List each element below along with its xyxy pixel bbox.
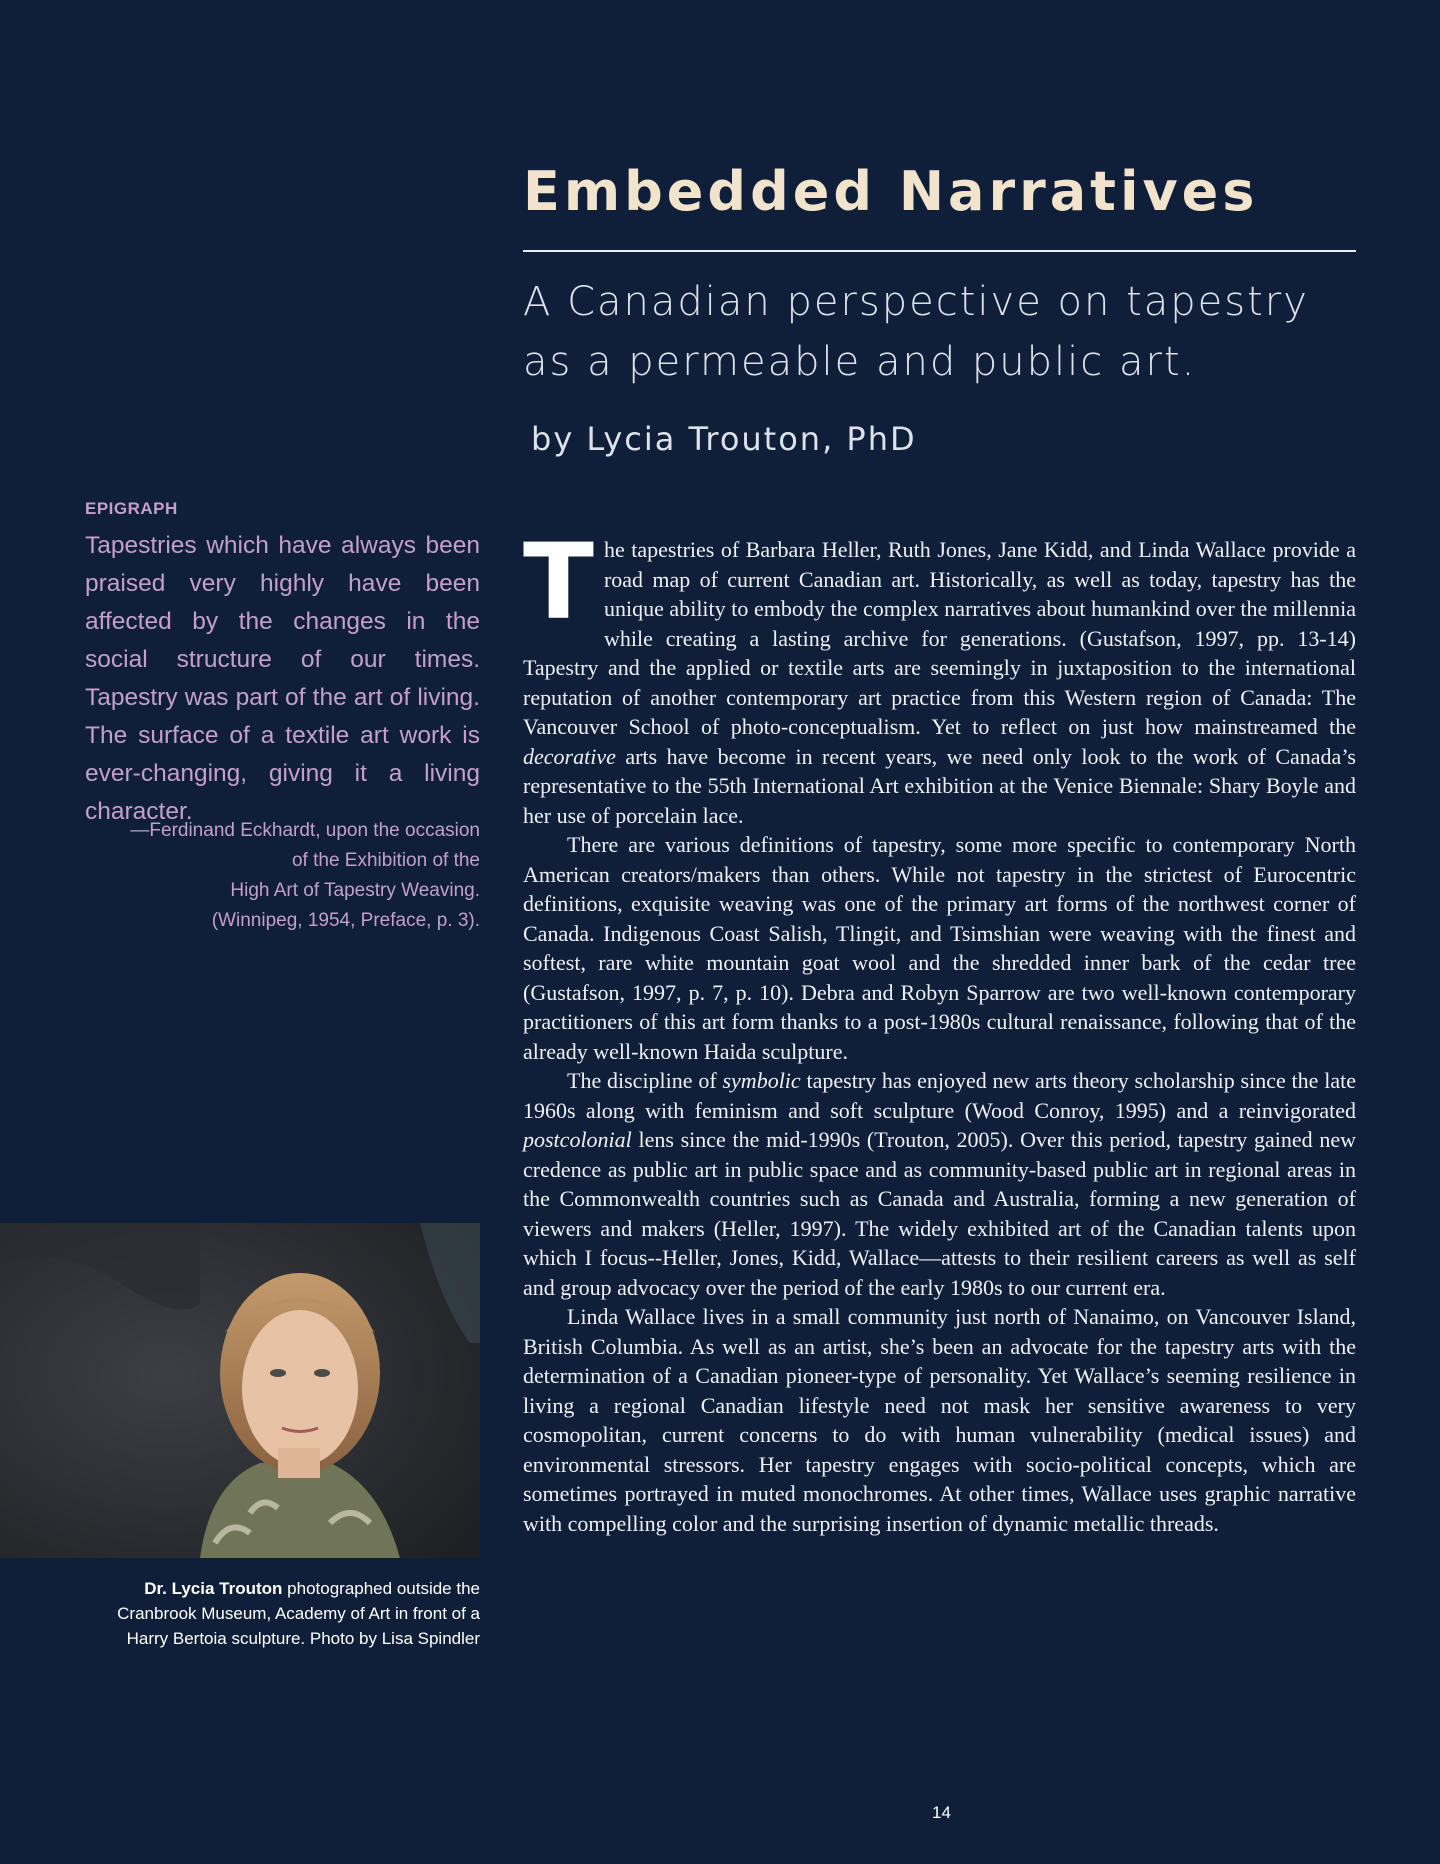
page-number: 14 — [932, 1803, 951, 1822]
subtitle-line: A Canadian perspective on tapestry — [523, 279, 1309, 325]
attribution-line: High Art of Tapestry Weaving. — [230, 880, 480, 901]
drop-cap: T — [523, 521, 594, 643]
epigraph-quote: Tapestries which have always been praised very highly have been affected by the changes in the social structure of our times. Tapestry was part of the art of living. The surface of a textile art work is ever-changing, giving it a living character. — [85, 532, 480, 825]
body-paragraph: Linda Wallace lives in a small community just north of Nanaimo, on Vancouver Island, British Columbia. As well as an artist, she’s been an advocate for the tapestry arts with the determination of a Canadian pioneer-type of personality. Yet Wallace’s seeming resilience in living a regional Canadian lifestyle need not mask her sensitive awareness to very cosmopolitan, current concerns to do with human vulnerability (medical issues) and environmental stressors. Her tapestry engages with socio-political concepts, which are sometimes portrayed in muted monochromes. At other times, Wallace uses graphic narrative with compelling color and the surprising insertion of dynamic metallic threads. — [523, 1304, 1356, 1536]
emphasis-text: postcolonial — [523, 1127, 632, 1152]
article-subtitle — [523, 272, 1309, 392]
body-paragraph: There are various definitions of tapestry, some more specific to contemporary North American creators/makers than others. While not tapestry in the strictest of Eurocentric definitions, exquisite weaving was one of the primary art forms of the northwest corner of Canada. Indigenous Coast Salish, Tlingit, and Tsimshian were weaving with the finest and softest, rare white mountain goat wool and the shredded inner bark of the cedar tree (Gustafson, 1997, p. 7, p. 10). Debra and Robyn Sparrow are two well-known contemporary practitioners of this art form thanks to a post-1980s cultural renaissance, following that of the already well-known Haida sculpture. — [523, 832, 1356, 1064]
attribution-line: (Winnipeg, 1954, Preface, p. 3). — [211, 910, 480, 931]
article-body — [523, 521, 1356, 1538]
body-paragraph — [523, 521, 1356, 830]
emphasis-text: symbolic — [722, 1068, 801, 1093]
caption-line: Harry Bertoia sculpture. Photo by Lisa Spindler — [126, 1629, 480, 1648]
caption-line: Cranbrook Museum, Academy of Art in front of a — [117, 1604, 480, 1623]
body-paragraph — [523, 1066, 1356, 1302]
epigraph-label: EPIGRAPH — [85, 499, 178, 518]
subtitle-line: as a permeable and public art. — [523, 339, 1197, 385]
article-title: Embedded Narratives — [523, 160, 1259, 223]
author-byline: by Lycia Trouton, PhD — [531, 420, 917, 458]
photo-caption — [60, 1576, 480, 1651]
paragraph-text: tapestry has enjoyed new arts theory scholarship since the late 1960s along with feminism and soft sculpture (Wood Conroy, 1995) and a reinvigorated — [523, 1068, 1356, 1123]
title-divider — [523, 250, 1356, 252]
epigraph-attribution — [60, 816, 480, 936]
author-photo — [0, 1223, 480, 1558]
paragraph-text: lens since the mid-1990s (Trouton, 2005). Over this period, tapestry gained new credence as public art in public space and as community-based public art in regional areas in the Commonwealth countries such as Canada and Australia, forming a new generation of viewers and makers (Heller, 1997). The widely exhibited art of the Canadian talents upon which I focus--Heller, Jones, Kidd, Wallace—attests to their resilient careers as well as self and group advocacy over the period of the early 1980s to our current era. — [523, 1127, 1356, 1300]
paragraph-text: The discipline of — [567, 1068, 723, 1093]
caption-name: Dr. Lycia Trouton — [144, 1579, 283, 1598]
paragraph-text: arts have become in recent years, we need only look to the work of Canada’s representative to the 55th International Art exhibition at the Venice Biennale: Shary Boyle and her use of porcelain lace. — [523, 743, 1356, 828]
caption-text: photographed outside the — [282, 1579, 480, 1598]
attribution-line: —Ferdinand Eckhardt, upon the occasion — [130, 820, 480, 841]
caption-line — [60, 1576, 480, 1601]
emphasis-text: decorative — [523, 743, 616, 769]
attribution-line: of the Exhibition of the — [291, 850, 480, 871]
paragraph-text: he tapestries of Barbara Heller, Ruth Jones, Jane Kidd, and Linda Wallace provide a road map of current Canadian art. Historically, as well as today, tapestry has the unique ability to embody the complex narratives about humankind over the millennia while creating a lasting archive for generations. (Gustafson, 1997, pp. 13-14) Tapestry and the applied or textile arts are seemingly in juxtaposition to the international reputation of another contemporary art practice from this Western region of Canada: The Vancouver School of photo-conceptualism. Yet to reflect on just how mainstreamed the — [523, 537, 1356, 739]
